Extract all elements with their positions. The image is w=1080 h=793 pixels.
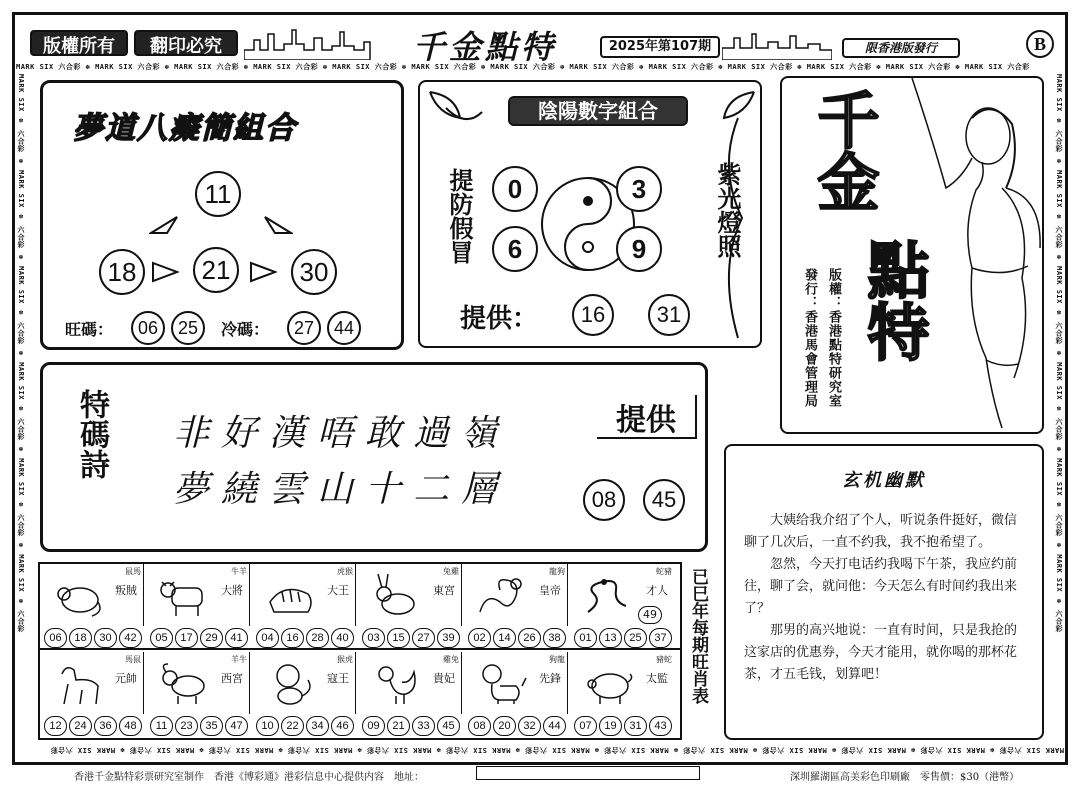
zodiac-number: 07 xyxy=(574,716,597,736)
zodiac-number: 33 xyxy=(412,716,435,736)
zodiac-numbers xyxy=(150,716,248,738)
zodiac-number: 23 xyxy=(175,716,198,736)
poem-provide-1: 08 xyxy=(583,479,625,521)
zodiac-number: 01 xyxy=(574,628,597,648)
zodiac-number: 08 xyxy=(468,716,491,736)
zodiac-numbers xyxy=(44,716,142,738)
zodiac-number: 15 xyxy=(387,628,410,648)
zodiac-number: 18 xyxy=(69,628,92,648)
zodiac-cell xyxy=(362,564,462,626)
header-title: 千金點特 xyxy=(412,28,557,66)
zodiac-number: 25 xyxy=(624,628,647,648)
zodiac-number: 39 xyxy=(437,628,460,648)
combo-title: 夢道八癡簡組合 xyxy=(73,111,297,146)
zodiac-name: 先鋒 xyxy=(539,672,561,685)
zodiac-top: 猴虎 xyxy=(337,655,353,664)
zodiac-numbers xyxy=(574,628,672,650)
poster-box xyxy=(780,76,1044,434)
zodiac-cell xyxy=(256,564,356,626)
zodiac-number: 09 xyxy=(362,716,385,736)
zodiac-top: 鼠馬 xyxy=(125,567,141,576)
zodiac-row-2 xyxy=(40,652,680,738)
zodiac-number: 03 xyxy=(362,628,385,648)
zodiac-number: 05 xyxy=(150,628,173,648)
zodiac-top: 兔雞 xyxy=(443,567,459,576)
rooster-icon xyxy=(370,660,422,706)
story-paragraph: 那男的高兴地说：一直有时间，只是我抢的这家店的优惠券，今天才能用，就你喝的那杯花茶，才五毛钱，划算吧！ xyxy=(744,623,1018,682)
zodiac-number: 11 xyxy=(150,716,173,736)
zodiac-number: 43 xyxy=(649,716,672,736)
mark-six-strip-bottom: MARK SIX 六合彩 ✽ MARK SIX 六合彩 ✽ MARK SIX 六合彩 ✽ MARK SIX 六合彩 ✽ MARK SIX 六合彩 ✽ MARK SIX 六合彩 ✽ MARK SIX 六合彩 ✽ MARK SIX 六合彩 ✽ MARK SIX 六合彩 ✽ MARK SIX 六合彩 ✽ MARK SIX 六合彩 ✽ MARK SIX 六合彩 ✽ MARK SIX 六合彩 xyxy=(50,746,1064,754)
zodiac-top: 雞兔 xyxy=(443,655,459,664)
poem-line-1: 非好漢唔敢過嶺 xyxy=(173,413,510,454)
zodiac-number: 37 xyxy=(649,628,672,648)
zodiac-number: 20 xyxy=(493,716,516,736)
story-body xyxy=(744,510,1028,686)
zodiac-numbers xyxy=(468,716,566,738)
yinyang-provide-label: 提供： xyxy=(460,304,539,334)
combo-box xyxy=(40,80,404,350)
zodiac-cell xyxy=(574,564,674,626)
tiger-icon xyxy=(264,572,316,618)
zodiac-cell xyxy=(44,564,144,626)
zodiac-numbers xyxy=(362,628,460,650)
zodiac-name: 貴妃 xyxy=(433,672,455,685)
zodiac-name: 叛賊 xyxy=(115,584,137,597)
ultraviolet-check: 紫光燈照 xyxy=(713,162,742,258)
snake-icon xyxy=(582,572,634,618)
poem-label: 特碼詩 xyxy=(74,389,109,479)
yinyang-provide-1: 16 xyxy=(572,294,614,336)
zodiac-name: 才人 xyxy=(646,584,668,597)
header-skyline-right xyxy=(722,28,832,60)
mark-six-strip-right: MARK SIX ✽ 六合彩 ✽ MARK SIX ✽ 六合彩 ✽ MARK SIX ✽ 六合彩 ✽ MARK SIX ✽ 六合彩 ✽ MARK SIX ✽ 六合彩 ✽ MARK SIX ✽ 六合彩 xyxy=(1055,74,1063,633)
pig-icon xyxy=(582,660,634,706)
story-box xyxy=(724,444,1044,740)
cold-number-1: 27 xyxy=(287,311,321,345)
zodiac-top: 龍狗 xyxy=(549,567,565,576)
hot-number-2: 25 xyxy=(171,311,205,345)
zodiac-side-label: 已巳年每期旺肖表 xyxy=(688,568,708,704)
hot-label: 旺碼： xyxy=(65,320,114,339)
zodiac-number: 10 xyxy=(256,716,279,736)
poster-figure-icon xyxy=(902,78,1044,434)
zodiac-number: 40 xyxy=(331,628,354,648)
zodiac-number: 13 xyxy=(599,628,622,648)
zodiac-extra-number: 49 xyxy=(638,606,662,624)
zodiac-numbers xyxy=(256,628,354,650)
zodiac-number: 38 xyxy=(543,628,566,648)
zodiac-number: 17 xyxy=(175,628,198,648)
footer-right: 深圳羅湖區高美彩色印刷廠 零售價：$30（港幣） xyxy=(790,772,1020,783)
poster-big-title-1: 千金 xyxy=(807,88,880,212)
zodiac-name: 大王 xyxy=(327,584,349,597)
zodiac-numbers xyxy=(468,628,566,650)
address-field xyxy=(476,766,700,780)
zodiac-number: 45 xyxy=(437,716,460,736)
copyright-left: 版權所有 xyxy=(30,30,128,56)
horse-icon xyxy=(52,660,104,706)
zodiac-number: 29 xyxy=(200,628,223,648)
poster-copyright-line: 版權：香港點特研究室 xyxy=(826,268,841,408)
zodiac-number: 21 xyxy=(387,716,410,736)
rat-icon xyxy=(52,572,104,618)
mark-six-strip-top: MARK SIX 六合彩 ✽ MARK SIX 六合彩 ✽ MARK SIX 六合彩 ✽ MARK SIX 六合彩 ✽ MARK SIX 六合彩 ✽ MARK SIX 六合彩 ✽ MARK SIX 六合彩 ✽ MARK SIX 六合彩 ✽ MARK SIX 六合彩 ✽ MARK SIX 六合彩 ✽ MARK SIX 六合彩 ✽ MARK SIX 六合彩 ✽ MARK SIX 六合彩 xyxy=(16,63,1030,71)
yinyang-box xyxy=(418,80,762,348)
zodiac-name: 東宮 xyxy=(433,584,455,597)
poem-provide-2: 45 xyxy=(643,479,685,521)
combo-left-number: 18 xyxy=(99,249,145,295)
zodiac-number: 26 xyxy=(518,628,541,648)
zodiac-number: 35 xyxy=(200,716,223,736)
zodiac-numbers xyxy=(256,716,354,738)
edition-badge: B xyxy=(1026,30,1054,58)
story-paragraph: 大姨给我介绍了个人，听说条件挺好，微信聊了几次后，一直不约我，我不抱希望了。 xyxy=(744,513,1018,550)
zodiac-table xyxy=(38,562,682,740)
issue-number: 2025年第107期 xyxy=(600,36,720,58)
zodiac-cell xyxy=(574,652,674,714)
beware-fakes: 提防假冒 xyxy=(445,168,474,264)
zodiac-number: 41 xyxy=(225,628,248,648)
zodiac-number: 28 xyxy=(306,628,329,648)
yinyang-number-3: 3 xyxy=(616,166,662,212)
arrow-mid-right-icon xyxy=(249,261,277,287)
yinyang-number-6: 6 xyxy=(492,226,538,272)
zodiac-cell xyxy=(362,652,462,714)
story-title: 玄机幽默 xyxy=(842,470,926,491)
yinyang-title: 陰陽數字組合 xyxy=(508,96,688,126)
footer-left: 香港千金點特彩票研究室制作 香港《博彩通》港彩信息中心提供内容 地址： xyxy=(74,772,424,783)
corner-ornament-icon xyxy=(426,88,486,152)
poster-issuer-line: 發行：香港馬會管理局 xyxy=(802,268,817,408)
zodiac-number: 22 xyxy=(281,716,304,736)
zodiac-name: 大將 xyxy=(221,584,243,597)
zodiac-top: 馬鼠 xyxy=(125,655,141,664)
zodiac-cell xyxy=(468,652,568,714)
yinyang-number-9: 9 xyxy=(616,226,662,272)
zodiac-number: 42 xyxy=(119,628,142,648)
zodiac-top: 狗龍 xyxy=(549,655,565,664)
header-skyline xyxy=(244,26,374,60)
zodiac-number: 30 xyxy=(94,628,117,648)
dog-icon xyxy=(476,660,528,706)
combo-center-number: 21 xyxy=(193,247,239,293)
cold-label: 冷碼： xyxy=(221,320,270,339)
goat-icon xyxy=(158,660,210,706)
monkey-icon xyxy=(264,660,316,706)
zodiac-cell xyxy=(150,652,250,714)
zodiac-number: 36 xyxy=(94,716,117,736)
zodiac-numbers xyxy=(574,716,672,738)
zodiac-number: 27 xyxy=(412,628,435,648)
ox-icon xyxy=(158,572,210,618)
zodiac-number: 46 xyxy=(331,716,354,736)
zodiac-top: 虎猴 xyxy=(337,567,353,576)
zodiac-cell xyxy=(468,564,568,626)
zodiac-top: 牛羊 xyxy=(231,567,247,576)
arrow-right-icon xyxy=(263,213,293,241)
zodiac-row-1 xyxy=(40,564,680,650)
zodiac-number: 02 xyxy=(468,628,491,648)
zodiac-number: 44 xyxy=(543,716,566,736)
zodiac-top: 羊牛 xyxy=(231,655,247,664)
story-paragraph: 忽然，今天打电话约我喝下午茶，我应约前往，聊了会，就问他：今天怎么有时间约我出来了？ xyxy=(744,557,1018,616)
zodiac-number: 24 xyxy=(69,716,92,736)
cold-number-2: 44 xyxy=(327,311,361,345)
zodiac-numbers xyxy=(362,716,460,738)
zodiac-number: 14 xyxy=(493,628,516,648)
zodiac-numbers xyxy=(150,628,248,650)
arrow-left-icon xyxy=(149,213,179,241)
zodiac-number: 04 xyxy=(256,628,279,648)
zodiac-number: 12 xyxy=(44,716,67,736)
zodiac-name: 元帥 xyxy=(115,672,137,685)
mark-six-strip-left: MARK SIX ✽ 六合彩 ✽ MARK SIX ✽ 六合彩 ✽ MARK SIX ✽ 六合彩 ✽ MARK SIX ✽ 六合彩 ✽ MARK SIX ✽ 六合彩 ✽ MARK SIX ✽ 六合彩 xyxy=(17,74,25,633)
zodiac-number: 31 xyxy=(624,716,647,736)
poster-big-title-2: 點特 xyxy=(857,238,930,362)
zodiac-number: 19 xyxy=(599,716,622,736)
poem-line-2: 夢繞雲山十二層 xyxy=(173,469,510,510)
poem-box xyxy=(40,362,708,552)
zodiac-number: 06 xyxy=(44,628,67,648)
zodiac-name: 太監 xyxy=(646,672,668,685)
limited-edition: 限香港版發行 xyxy=(842,38,960,58)
zodiac-numbers xyxy=(44,628,142,650)
zodiac-number: 16 xyxy=(281,628,304,648)
zodiac-name: 西宮 xyxy=(221,672,243,685)
yinyang-number-0: 0 xyxy=(492,166,538,212)
zodiac-name: 皇帝 xyxy=(539,584,561,597)
hot-number-1: 06 xyxy=(131,311,165,345)
poem-provide-label: 提供 xyxy=(597,395,697,439)
combo-top-number: 11 xyxy=(195,171,241,217)
zodiac-top: 蛇豬 xyxy=(656,567,672,576)
zodiac-cell xyxy=(256,652,356,714)
arrow-mid-left-icon xyxy=(151,261,179,287)
zodiac-cell xyxy=(150,564,250,626)
zodiac-cell xyxy=(44,652,144,714)
zodiac-name: 寇王 xyxy=(327,672,349,685)
combo-right-number: 30 xyxy=(291,249,337,295)
zodiac-number: 48 xyxy=(119,716,142,736)
copyright-right: 翻印必究 xyxy=(134,30,238,56)
zodiac-number: 34 xyxy=(306,716,329,736)
zodiac-number: 32 xyxy=(518,716,541,736)
zodiac-number: 47 xyxy=(225,716,248,736)
dragon-icon xyxy=(476,572,528,618)
zodiac-top: 豬蛇 xyxy=(656,655,672,664)
rabbit-icon xyxy=(370,572,422,618)
yinyang-provide-2: 31 xyxy=(648,294,690,336)
